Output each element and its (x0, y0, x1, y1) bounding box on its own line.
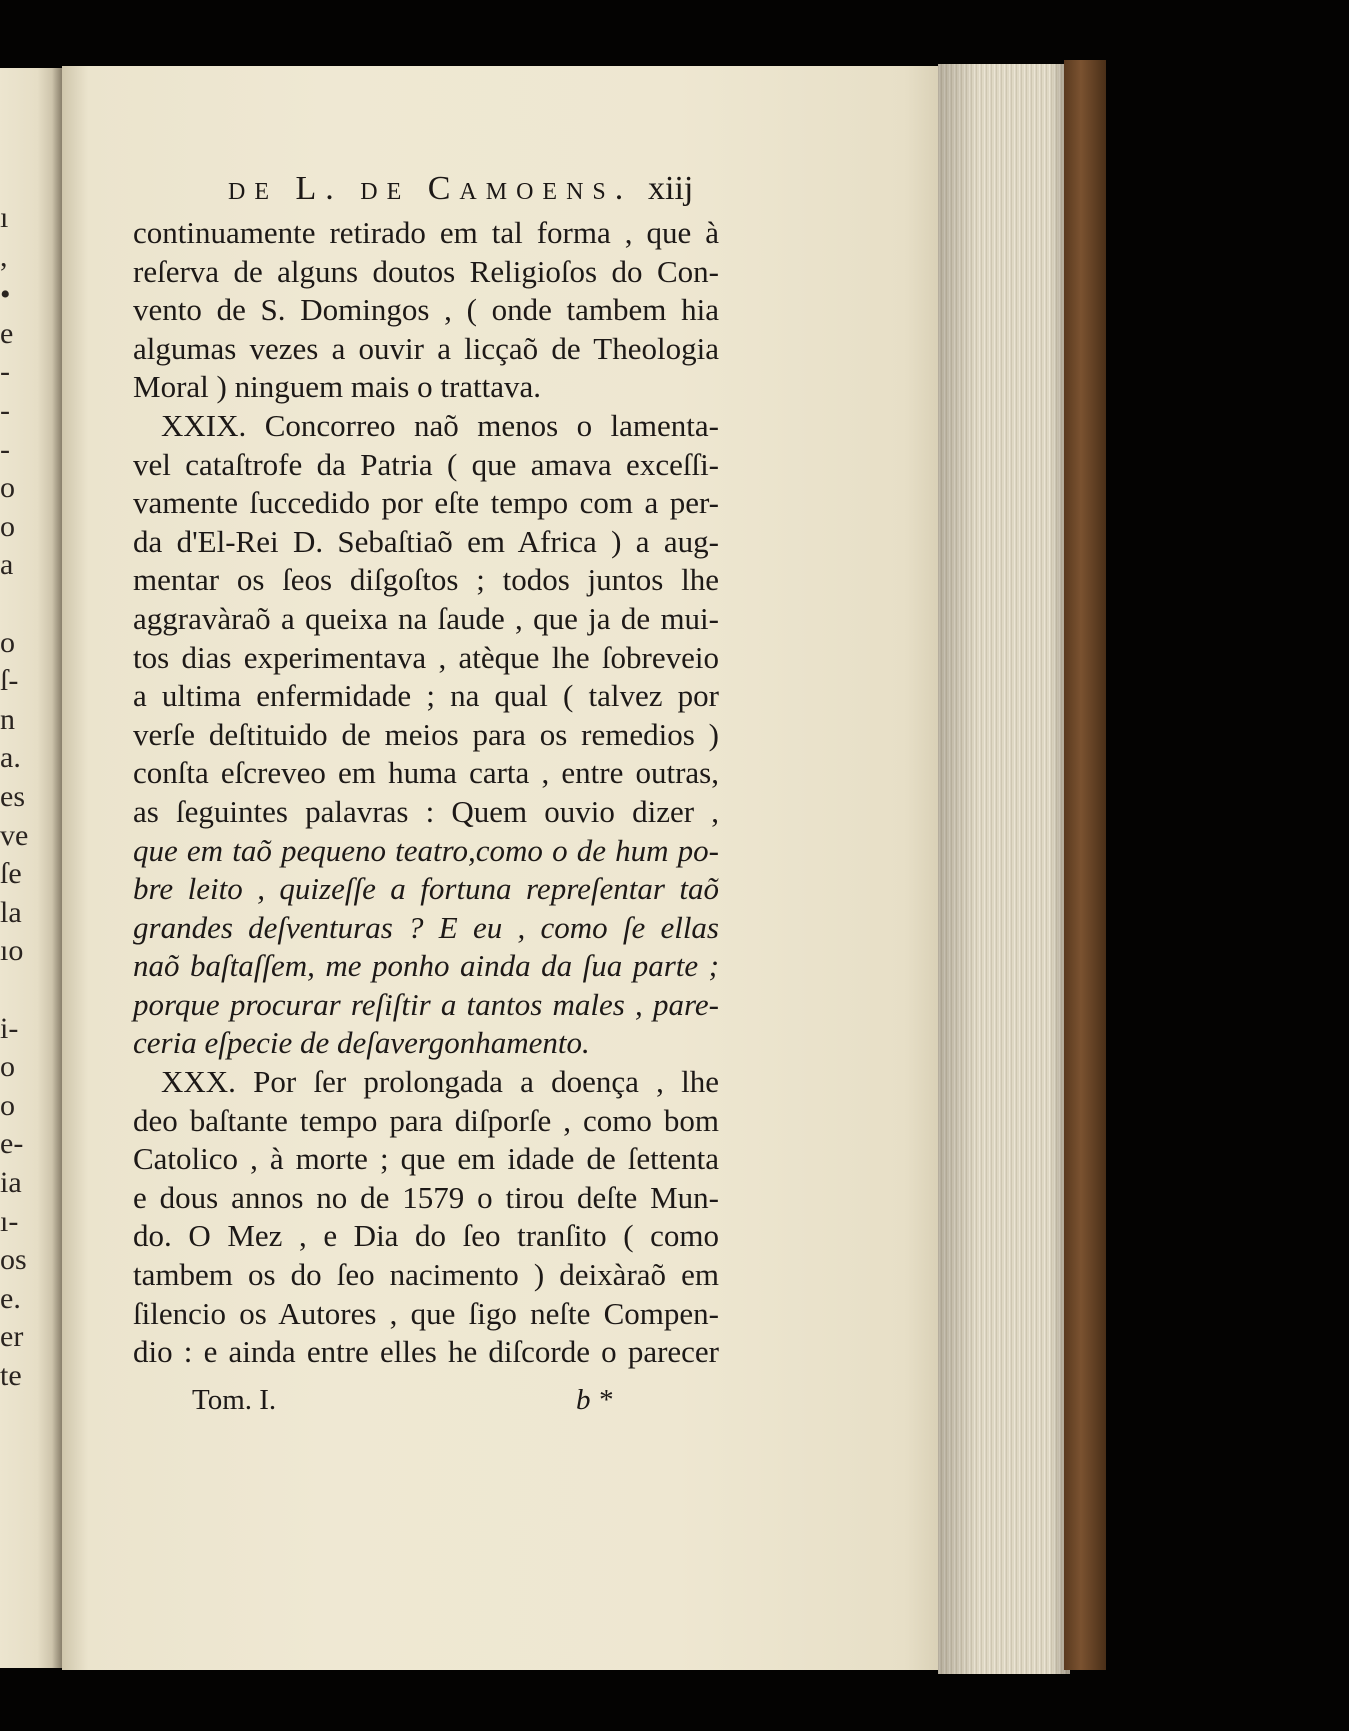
left-page-fragment: e- (0, 1127, 24, 1161)
left-page-fragment: ſ- (0, 664, 19, 698)
text-line: naõ baſtaſſem, me ponho ainda da ſua parte ; (133, 948, 719, 984)
text-line: XXX. Por ſer prolongada a doença , lhe (161, 1064, 719, 1100)
body-text (133, 214, 719, 1372)
left-page-fragment: o (0, 1050, 15, 1084)
left-page-fragment: ı- (0, 1204, 19, 1238)
text-line: algumas vezes a ouvir a licçaõ de Theologia (133, 330, 719, 366)
text-line: Catolico , à morte ; que em idade de ſettenta (133, 1141, 719, 1177)
text-line: ſilencio os Autores , que ſigo neſte Compen- (133, 1295, 719, 1331)
left-page-fragment: ſe (0, 857, 22, 891)
left-page-fragment: es (0, 780, 25, 813)
text-line: deo baſtante tempo para diſporſe , como bom (133, 1102, 719, 1138)
left-page-fragment: o (0, 625, 15, 659)
text-line: a ultima enfermidade ; na qual ( talvez por (133, 678, 719, 714)
text-line: vamente ſuccedido por eſte tempo com a per- (133, 485, 719, 521)
text-line: mentar os ſeos diſgoſtos ; todos juntos lhe (133, 562, 719, 598)
volume-label: Tom. I. (192, 1384, 277, 1416)
text-line: e dous annos no de 1579 o tirou deſte Mun- (133, 1179, 719, 1215)
page-number: xiij (648, 170, 694, 207)
left-page-fragment: os (0, 1243, 27, 1277)
page-fore-edge (938, 64, 1070, 1674)
signature-mark: b * (576, 1384, 613, 1416)
text-line: reſerva de alguns doutos Religioſos do Con- (133, 253, 719, 289)
leather-cover (1064, 60, 1106, 1670)
left-page-fragment: ia (0, 1166, 22, 1199)
page-header (228, 170, 728, 220)
left-page-fragment: ı (0, 201, 9, 234)
text-line: ceria eſpecie de deſavergonhamento. (133, 1025, 590, 1061)
left-page-fragment: • (0, 278, 11, 312)
left-page-fragment: n (0, 702, 15, 736)
left-page-fragment: a. (0, 741, 21, 775)
text-line: continuamente retirado em tal forma , que à (133, 215, 719, 250)
text-line: porque procurar reſiſtir a tantos males , pare- (133, 986, 719, 1022)
left-page-fragment: - (0, 394, 10, 427)
left-page-fragment: e (0, 316, 14, 350)
left-page-fragment: o (0, 471, 15, 505)
text-line: verſe deſtituido de meios para os remedios ) (133, 716, 719, 752)
running-title: de L. de Camoens. (228, 170, 633, 207)
left-facing-page (0, 68, 62, 1668)
left-page-fragment: o (0, 1088, 15, 1122)
left-page-fragment: ve (0, 818, 29, 852)
left-page-fragment: - (0, 355, 10, 389)
text-line: as ſeguintes palavras : Quem ouvio dizer , (133, 793, 719, 829)
text-line: grandes deſventuras ? E eu , como ſe ellas (133, 909, 719, 945)
left-page-fragment: - (0, 432, 10, 466)
left-page-fragment: a (0, 548, 14, 582)
left-page-fragment: ıo (0, 934, 24, 968)
page-footer (192, 1384, 662, 1424)
left-page-fragment: , (0, 239, 8, 273)
text-line: vel cataſtrofe da Patria ( que amava exceſſi- (133, 446, 719, 482)
text-line: vento de S. Domingos , ( onde tambem hia (133, 292, 719, 328)
text-line: tos dias experimentava , atèque lhe ſobreveio (133, 639, 719, 675)
left-page-fragment: e. (0, 1281, 21, 1315)
text-line: tambem os do ſeo nacimento ) deixàraõ em (133, 1257, 719, 1293)
text-line: Moral ) ninguem mais o trattava. (133, 369, 542, 405)
text-line: dio : e ainda entre elles he diſcorde o parecer (133, 1334, 719, 1370)
left-page-fragment: i- (0, 1011, 19, 1045)
left-page-fragment: te (0, 1359, 22, 1392)
text-line: da d'El-Rei D. Sebaſtiaõ em Africa ) a aug- (133, 523, 719, 559)
text-line: que em taõ pequeno teatro,como o de hum po- (133, 832, 719, 868)
text-line: conſta eſcreveo em huma carta , entre outras, (133, 755, 719, 791)
left-page-fragment: o (0, 509, 15, 543)
text-line: aggravàraõ a queixa na ſaude , que ja de mui- (133, 600, 719, 636)
left-page-fragment: la (0, 895, 22, 929)
text-line: XXIX. Concorreo naõ menos o lamenta- (161, 407, 719, 443)
text-line: do. O Mez , e Dia do ſeo tranſito ( como (133, 1218, 719, 1254)
text-line: bre leito , quizeſſe a fortuna repreſentar taõ (133, 871, 719, 907)
left-page-fragment: er (0, 1320, 24, 1354)
